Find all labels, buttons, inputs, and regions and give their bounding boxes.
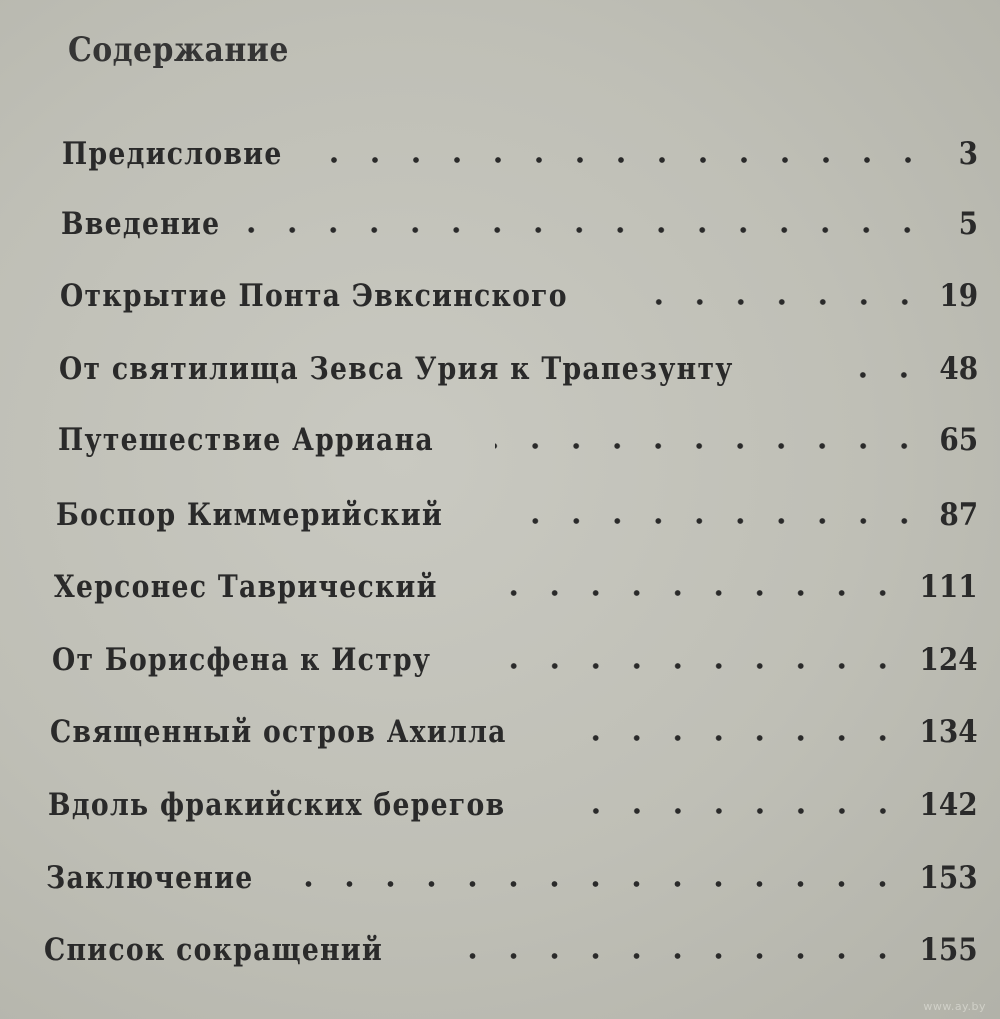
toc-entry-title: Священный остров Ахилла xyxy=(50,714,507,750)
toc-entry-title: Введение xyxy=(61,206,221,242)
toc-entry-page: 48 xyxy=(939,351,978,387)
toc-dot-leader xyxy=(493,663,903,669)
toc-entry-cimmerian-bosporus xyxy=(56,485,978,533)
toc-entry-page: 65 xyxy=(939,422,978,458)
toc-dot-leader xyxy=(500,590,903,596)
toc-entry-zeus-urios-sanctuary xyxy=(59,339,978,387)
site-watermark: www.ay.by xyxy=(923,1000,986,1013)
toc-dot-leader xyxy=(843,372,924,378)
toc-entry-title: Путешествие Арриана xyxy=(58,422,434,458)
toc-dot-leader xyxy=(581,735,903,741)
toc-dot-leader xyxy=(651,299,925,305)
toc-entry-page: 155 xyxy=(919,932,978,968)
toc-entry-page: 142 xyxy=(919,787,978,823)
toc-entry-title: От святилища Зевса Урия к Трапезунту xyxy=(59,351,734,387)
toc-entry-title: Вдоль фракийских берегов xyxy=(48,787,506,823)
toc-dot-leader xyxy=(287,881,903,887)
toc-entry-page: 124 xyxy=(919,642,978,678)
toc-entry-tauric-chersonesus xyxy=(54,557,978,605)
toc-entry-title: Предисловие xyxy=(62,136,283,172)
toc-entry-page: 5 xyxy=(958,206,978,242)
toc-entry-page: 134 xyxy=(919,714,978,750)
toc-entry-arrian-journey xyxy=(58,410,978,458)
toc-dot-leader xyxy=(580,808,903,814)
toc-dot-leader xyxy=(246,227,928,233)
toc-entry-preface xyxy=(62,124,978,172)
toc-entry-page: 111 xyxy=(919,569,978,605)
toc-entry-borysthenes-to-ister xyxy=(52,630,978,678)
toc-entry-abbreviations xyxy=(44,920,978,968)
toc-entry-title: Список сокращений xyxy=(44,932,384,968)
toc-entry-title: Открытие Понта Эвксинского xyxy=(60,278,568,314)
toc-entry-page: 3 xyxy=(958,136,978,172)
contents-heading: Содержание xyxy=(68,30,289,70)
toc-entry-achilles-island xyxy=(50,702,978,750)
toc-dot-leader xyxy=(438,953,903,959)
toc-entry-title: Боспор Киммерийский xyxy=(56,497,444,533)
toc-entry-page: 19 xyxy=(939,278,978,314)
toc-entry-title: Херсонес Таврический xyxy=(54,569,438,605)
toc-dot-leader xyxy=(506,518,925,524)
toc-entry-page: 153 xyxy=(919,860,978,896)
toc-entry-introduction xyxy=(61,194,978,242)
toc-entry-title: От Борисфена к Истру xyxy=(52,642,432,678)
toc-entry-conclusion xyxy=(46,848,978,896)
toc-entry-thracian-shores xyxy=(48,775,978,823)
toc-dot-leader xyxy=(495,443,925,449)
toc-dot-leader xyxy=(319,157,929,163)
toc-entry-pontus-discovery xyxy=(60,266,978,314)
toc-entry-page: 87 xyxy=(939,497,978,533)
toc-entry-title: Заключение xyxy=(46,860,254,896)
